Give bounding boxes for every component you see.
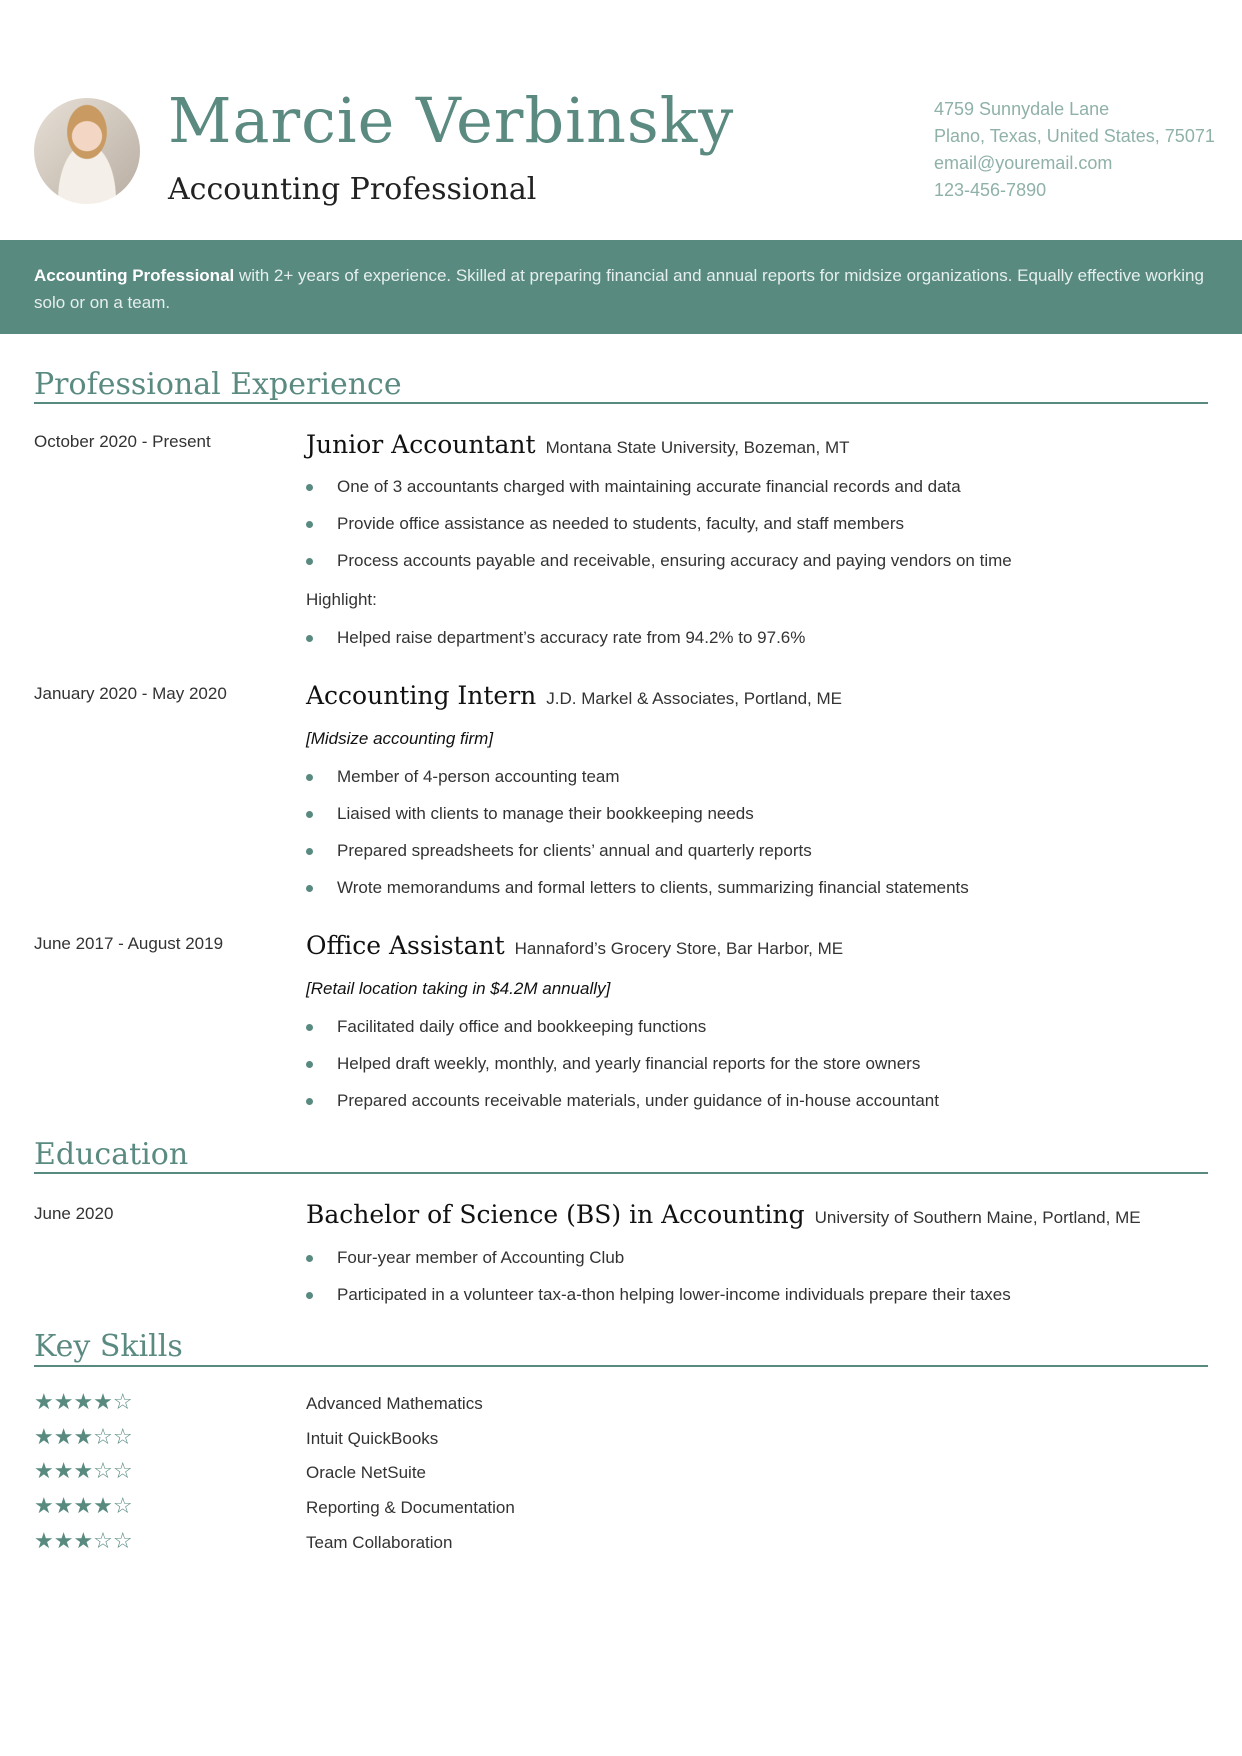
list-item: Four-year member of Accounting Club [306,1248,1011,1285]
list-item: Provide office assistance as needed to students, faculty, and staff members [306,514,1012,551]
education-divider [34,1172,1208,1174]
job-1-heading [306,430,850,459]
list-item: Facilitated daily office and bookkeeping functions [306,1017,939,1054]
star-rating-icon: ★★★☆☆ [34,1529,133,1554]
education-date: June 2020 [34,1204,114,1223]
candidate-title: Accounting Professional [168,172,537,207]
job-2-bullets [306,767,969,915]
job-1-date: October 2020 - Present [34,432,211,451]
job-3-org: Hannaford’s Grocery Store, Bar Harbor, ME [514,939,844,958]
summary-text: with 2+ years of experience. Skilled at preparing financial and annual reports for midsize organizations. Equally effective working solo or on a team. [34,266,1204,312]
list-item: Wrote memorandums and formal letters to clients, summarizing financial statements [306,878,969,915]
phone-number: 123-456-7890 [934,180,1047,200]
job-1-org: Montana State University, Bozeman, MT [545,438,850,457]
job-3-heading [306,931,843,960]
skill-name: Team Collaboration [306,1533,453,1552]
summary-lead: Accounting Professional [34,266,235,285]
job-3-note: [Retail location taking in $4.2M annually] [306,979,611,998]
job-3-bullets [306,1017,939,1128]
skill-row [34,1529,634,1563]
education-bullets [306,1248,1011,1322]
job-2-note: [Midsize accounting firm] [306,729,494,748]
job-2-org: J.D. Markel & Associates, Portland, ME [546,689,842,708]
job-2-title: Accounting Intern [306,681,537,710]
resume-header [0,0,1242,240]
education-school: University of Southern Maine, Portland, ME [814,1208,1141,1227]
list-item: One of 3 accountants charged with maintaining accurate financial records and data [306,477,1012,514]
email-address[interactable]: email@youremail.com [934,153,1113,173]
job-1-bullets [306,477,1012,588]
profile-photo [34,98,140,204]
education-heading: Education [34,1137,189,1172]
candidate-name: Marcie Verbinsky [168,84,735,157]
address-line-2: Plano, Texas, United States, 75071 [934,126,1215,146]
job-2-heading [306,681,842,710]
education-heading-line [306,1200,1141,1229]
job-3-title: Office Assistant [306,931,505,960]
star-rating-icon: ★★★☆☆ [34,1459,133,1484]
skill-name: Reporting & Documentation [306,1498,515,1517]
address-line-1: 4759 Sunnydale Lane [934,99,1110,119]
star-rating-icon: ★★★★☆ [34,1494,133,1519]
experience-heading: Professional Experience [34,367,402,402]
summary-band [0,240,1242,334]
job-3-date: June 2017 - August 2019 [34,934,224,953]
skill-row [34,1494,634,1528]
skills-heading: Key Skills [34,1329,183,1364]
list-item: Prepared accounts receivable materials, under guidance of in-house accountant [306,1091,939,1128]
experience-divider [34,402,1208,404]
skill-row [34,1425,634,1459]
skill-name: Oracle NetSuite [306,1463,426,1482]
skill-row [34,1390,634,1424]
job-1-highlight-label: Highlight: [306,590,377,609]
skills-divider [34,1365,1208,1367]
list-item: Participated in a volunteer tax-a-thon helping lower-income individuals prepare their taxes [306,1285,1011,1322]
skill-row [34,1459,634,1493]
list-item: Helped draft weekly, monthly, and yearly financial reports for the store owners [306,1054,939,1091]
job-2-date: January 2020 - May 2020 [34,684,227,703]
contact-block [934,96,1215,204]
star-rating-icon: ★★★★☆ [34,1390,133,1415]
list-item: Member of 4-person accounting team [306,767,969,804]
skill-name: Intuit QuickBooks [306,1429,439,1448]
education-degree: Bachelor of Science (BS) in Accounting [306,1200,805,1229]
job-1-highlights [306,628,805,648]
list-item: Helped raise department’s accuracy rate from 94.2% to 97.6% [306,628,805,648]
star-rating-icon: ★★★☆☆ [34,1425,133,1450]
skill-name: Advanced Mathematics [306,1394,483,1413]
job-1-title: Junior Accountant [306,430,536,459]
list-item: Process accounts payable and receivable, ensuring accuracy and paying vendors on time [306,551,1012,588]
list-item: Liaised with clients to manage their bookkeeping needs [306,804,969,841]
list-item: Prepared spreadsheets for clients’ annual and quarterly reports [306,841,969,878]
